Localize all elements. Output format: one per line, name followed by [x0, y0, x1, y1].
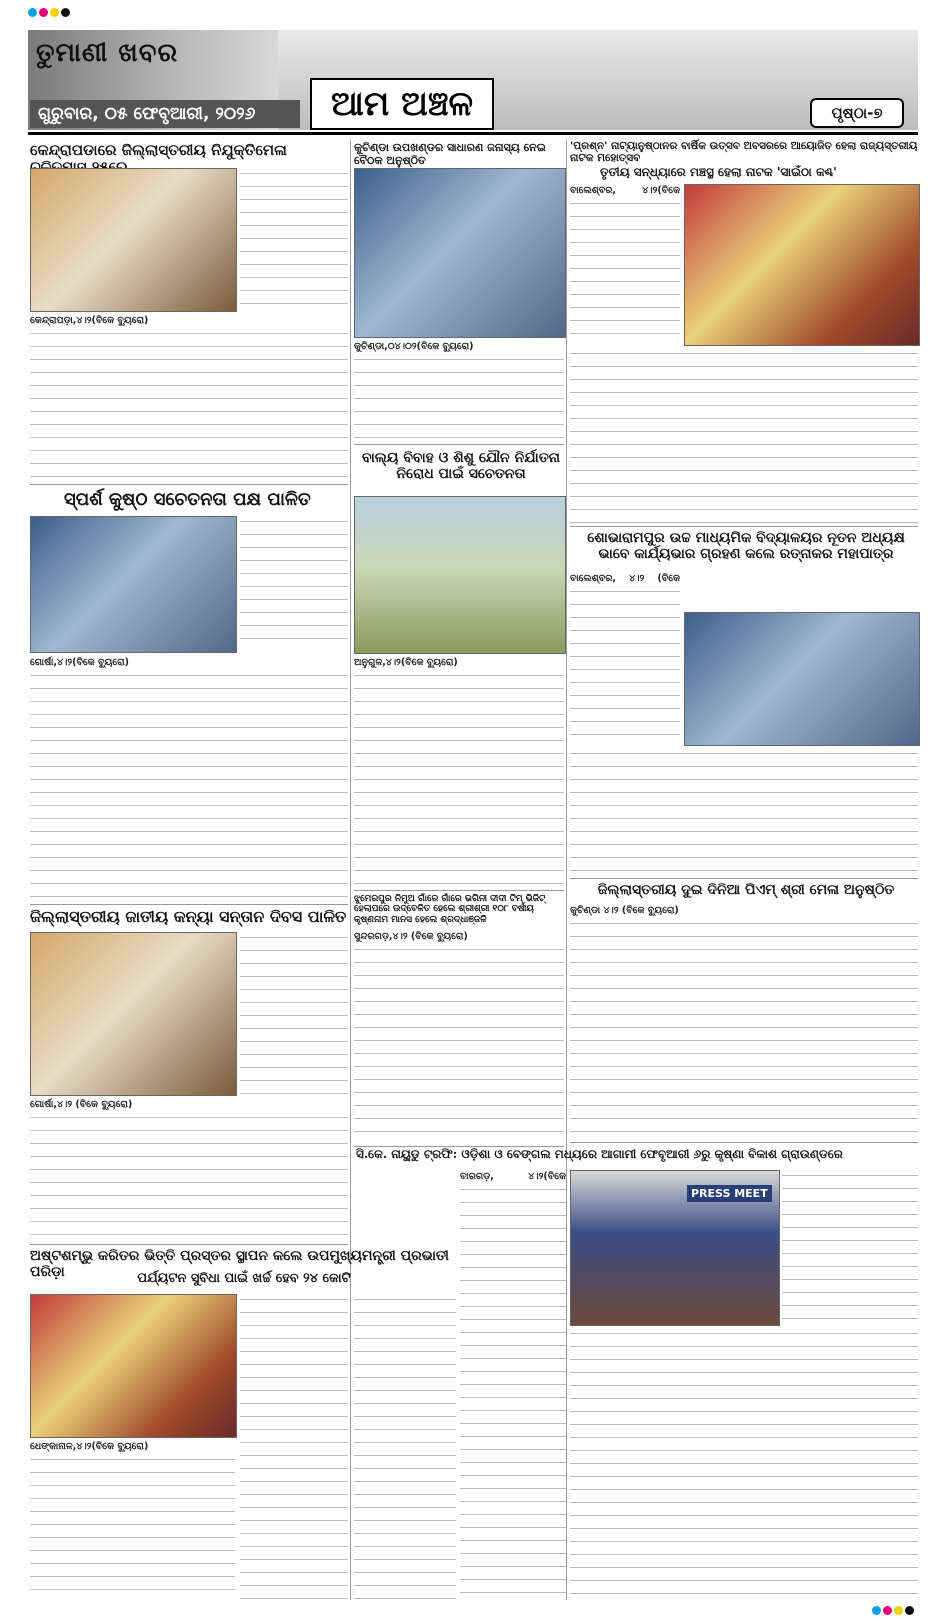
- article-body: [570, 748, 918, 876]
- column-divider: [350, 140, 351, 1600]
- article-photo: [30, 932, 237, 1096]
- article-headline: ଶୋଭାରାମପୁର ଉଚ୍ଚ ମାଧ୍ୟମିକ ବିଦ୍ୟାଳୟର ନୂତନ ଅଧ୍ୟକ୍ଷ ଭାବେ କାର୍ଯ୍ୟଭାର ଗ୍ରହଣ କଲେ ରତ୍ନାକର ମହାପାତ୍ର: [587, 530, 905, 563]
- article-divider: [354, 444, 564, 445]
- cmyk-dot-yellow: [50, 8, 59, 17]
- article-dateline: ବାରଗଡ଼, ୪।୨(ବିକେ: [460, 1171, 566, 1182]
- article-body: [30, 1454, 235, 1600]
- page-number: ପୃଷ୍ଠା-୭: [810, 98, 904, 128]
- article-divider: [570, 878, 918, 879]
- article-body: [354, 944, 564, 1144]
- article-photo: [684, 184, 920, 346]
- article-body: [30, 670, 348, 902]
- article-body: [782, 1170, 918, 1324]
- article-body: [30, 328, 348, 480]
- article-photo: [30, 168, 237, 312]
- article-body: [570, 918, 918, 1140]
- article-photo: [684, 612, 920, 746]
- article-body: [30, 1112, 348, 1242]
- article-body: [354, 354, 564, 442]
- article-dateline: କୁଚିଣ୍ଡା,୦୪।୦୨(ବିକେ ବ୍ୟୁରୋ): [354, 341, 474, 352]
- article-body: [240, 1294, 348, 1600]
- article-body: [354, 1294, 456, 1600]
- article-body: [240, 932, 348, 1094]
- article-headline: ଜିଲ୍ଲାସ୍ତରୀୟ ଦୁଇ ଦିନିଆ ପିଏମ୍ ଶ୍ରୀ ମେଳା ଅନୁଷ୍ଠିତ: [597, 882, 895, 898]
- masthead-rule: [28, 132, 918, 135]
- article-dateline: ଧେଙ୍କାନାଳ,୪।୨(ବିକେ ବ୍ୟୁରୋ): [30, 1441, 149, 1452]
- article-divider: [30, 484, 348, 485]
- issue-date: ଗୁରୁବାର, ୦୫ ଫେବୃଆରୀ, ୨୦୨୬: [30, 100, 300, 128]
- column-divider: [566, 140, 567, 1600]
- article-body: [240, 168, 348, 310]
- article-subhead: ପର୍ଯ୍ୟଟନ ସୁବିଧା ପାଇଁ ଖର୍ଚ୍ଚ ହେବ ୨୪ କୋଟି: [137, 1271, 351, 1286]
- article-headline: ସ୍ପର୍ଶ କୁଷ୍ଠ ସଚେତନତା ପକ୍ଷ ପାଳିତ: [64, 489, 311, 510]
- article-dateline: ଗୋର୍ଷା,୪।୨(ବିକେ ବ୍ୟୁରୋ): [30, 657, 129, 668]
- cmyk-dot-black: [61, 8, 70, 17]
- section-title: ଆମ ଅଞ୍ଚଳ: [310, 78, 494, 130]
- article-headline: ଅଷ୍ଟଶମ୍ଭୁ କରିତର ଭିତ୍ତି ପ୍ରସ୍ତର ସ୍ଥାପନ କଲେ ଉପମୁଖ୍ୟମନ୍ତ୍ରୀ ପ୍ରଭାତୀ ପରିଡ଼ା: [30, 1248, 449, 1281]
- article-photo: [354, 168, 566, 338]
- paper-name: ତୁମାଣୀ ଖବର: [36, 38, 179, 68]
- cmyk-dot-magenta: [39, 8, 48, 17]
- article-subhead: ତୃତୀୟ ସନ୍ଧ୍ୟାରେ ମଞ୍ଚସ୍ଥ ହେଲା ନାଟକ 'ସାଇଁଠା କଣ୍ଢ': [600, 165, 837, 179]
- article-divider: [570, 526, 918, 527]
- article-headline: ଝୁମେରପୁର ନିମୁଅ ଗାଁରେ ଗାଁରେ ଭଗିନୀ ଦୀଦୀ ଟିମ୍ ଭିଜିଟ୍ ହେଲାପରେ ଉଦ୍ବେଳିତ ହେଲେ ଶ୍ରୀଶ୍ରୀ ୧୦୮ ବର୍ଷୀୟ କୃଷ୍ଣନାମ ମାନସ ହେଲେ ଶ୍ରଦ୍ଧାଞ୍ଜଳି: [354, 894, 546, 925]
- article-body: [570, 586, 680, 736]
- article-headline: ସି.କେ. ନାୟୁଡୁ ଟ୍ରଫି: ଓଡ଼ିଶା ଓ ବେଙ୍ଗଲ ମଧ୍ୟରେ ଆଗାମୀ ଫେବୃଆରୀ ୬ରୁ କୃଷ୍ଣା ବିକାଶ ଗ୍ରାଉଣ୍ଡରେ: [356, 1147, 843, 1161]
- article-dateline: ଅନୁଗୁଳ,୪।୨(ବିକେ ବ୍ୟୁରୋ): [354, 657, 458, 668]
- cmyk-dot-cyan: [28, 8, 37, 17]
- article-headline: 'ପ୍ରଶ୍ନ' ନାଟ୍ୟାନୁଷ୍ଠାନର ବାର୍ଷିକ ଉତ୍ସବ ଅବସରରେ ଆୟୋଜିତ ହେଲା ରାଜ୍ୟସ୍ତରୀୟ ନାଟକ ମହୋତ୍ସବ: [570, 140, 918, 165]
- press-meet-banner: PRESS MEET: [687, 1185, 772, 1202]
- cmyk-dot-yellow: [894, 1606, 903, 1615]
- cmyk-dot-cyan: [872, 1606, 881, 1615]
- article-dateline: କୁଚିଣ୍ଡା ୪।୨ (ବିକେ ବ୍ୟୁରୋ): [570, 905, 679, 916]
- cmyk-marks-top: [28, 8, 70, 17]
- article-headline: କୁଚିଣ୍ଡା ଉପଖଣ୍ଡର ସାଧାରଣ ଜନାସ୍ୟ ନେଇ ବୈଠକ ଅନୁଷ୍ଠିତ: [354, 141, 546, 167]
- article-dateline: ବାଲେଶ୍ବର, ୪।୨(ବିକେ: [570, 185, 680, 196]
- article-body: [240, 516, 348, 651]
- article-photo: [570, 1170, 780, 1326]
- cmyk-dot-magenta: [883, 1606, 892, 1615]
- article-dateline: ବାଲେଶ୍ବର, ୪।୨ (ବିକେ: [570, 573, 680, 584]
- article-dateline: ଗୋର୍ଷା,୪।୨ (ବିକେ ବ୍ୟୁରୋ): [30, 1099, 133, 1110]
- article-divider: [570, 1142, 918, 1143]
- article-headline: କେନ୍ଦ୍ରାପଡାରେ ଜିଲ୍ଲାସ୍ତରୀୟ ନିଯୁକ୍ତିମେଳା: [30, 141, 287, 159]
- article-body: [570, 1328, 918, 1600]
- article-divider: [30, 1244, 348, 1245]
- article-body: [570, 198, 680, 344]
- article-headline: ବାଲ୍ୟ ବିବାହ ଓ ଶିଶୁ ଯୌନ ନିର୍ଯାତନା ନିରୋଧ ପାଇଁ ସଚେତନତା: [362, 450, 560, 483]
- article-dateline: କେନ୍ଦ୍ରାପଡ଼ା,୪।୨(ବିକେ ବ୍ୟୁରୋ): [30, 315, 149, 326]
- cmyk-marks-bottom: [872, 1606, 914, 1615]
- article-divider: [354, 890, 564, 891]
- article-photo: [30, 516, 237, 653]
- article-dateline: ସୁନ୍ଦରଗଡ଼,୪।୨ (ବିକେ ବ୍ୟୁରୋ): [354, 931, 468, 942]
- article-body: [570, 348, 918, 524]
- article-divider: [30, 904, 348, 905]
- article-headline: ଜିଲ୍ଲାସ୍ତରୀୟ ଜାତୀୟ କନ୍ୟା ସନ୍ତାନ ଦିବସ ପାଳିତ: [30, 907, 347, 926]
- article-body: [460, 1184, 566, 1600]
- article-photo: [354, 496, 566, 654]
- cmyk-dot-black: [905, 1606, 914, 1615]
- article-photo: [30, 1294, 237, 1438]
- article-body: [354, 670, 564, 888]
